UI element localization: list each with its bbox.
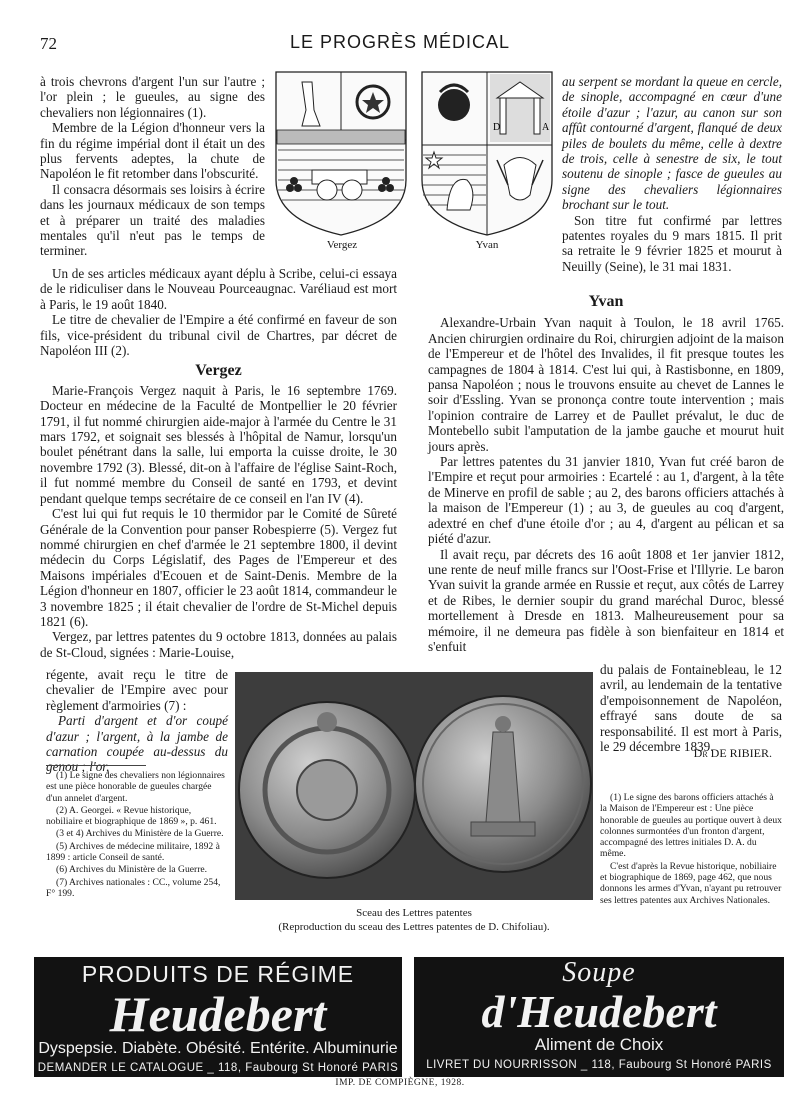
medal-image <box>235 672 593 900</box>
left-column-narrow <box>46 667 228 775</box>
section-title-vergez: Vergez <box>195 362 242 380</box>
advertisement-heudebert-soupe <box>414 957 784 1077</box>
paragraph: à trois chevrons d'argent l'un sur l'autre ; l'or plein ; le gueules, au signe des chevaliers non légionnaires (1). <box>40 74 265 120</box>
paragraph: Il avait reçu, par décrets des 16 août 1808 et 1er janvier 1812, une rente de neuf mille francs sur l'Oost-Frise et l'Illyrie. Le baron Yvan suivit la grande armée en Russie et reçut, aux côtés de Larrey et de Ribes, le dernier soupir du grand maréchal Duroc, blessé mortellement à Dresde en 1813. Malheureusement pour sa mémoire, il ne demeura pas fidèle à son bienfaiteur en 1814 et s'enfuit <box>428 546 784 654</box>
footnote: C'est d'après la Revue historique, nobiliaire et biographique de 1869, page 462, que nous donnons les armes d'Yvan, n'ayant pu retrouver ses lettres patentes aux Archives Nationales. <box>600 860 782 906</box>
paragraph: du palais de Fontainebleau, le 12 avril, au lendemain de la tentative d'empoisonnement de Napoléon, effrayé sans doute de sa responsabilité. Il est mort à Paris, le 29 décembre 1839. <box>600 662 782 755</box>
footnote: (6) Archives du Ministère de la Guerre. <box>56 864 208 876</box>
page-number: 72 <box>40 34 57 53</box>
svg-text:A: A <box>542 122 550 133</box>
footnote: (1) Le signe des barons officiers attachés à la Maison de l'Empereur est : Une pièce honorable de gueules au portique ouvert à deux colonnes surmontées d'un fronton d'argent, accompagné des lettres initiales D. A. du même. <box>600 792 782 860</box>
footnote-rule <box>46 765 146 766</box>
footnote: (7) Archives nationales : CC., volume 254, F° 199. <box>46 876 221 899</box>
seal-caption <box>235 906 593 934</box>
seal-caption-line1: Sceau des Lettres patentes <box>356 907 472 919</box>
left-column-top <box>40 74 265 259</box>
seal-photograph <box>235 672 593 900</box>
signature: Dr DE RIBIER. <box>693 746 772 760</box>
footnote: (1) Le signe des chevaliers non légionnaires est une pièce honorable de gueules chargée d'un annelet d'argent. <box>46 770 225 804</box>
footnote: (2) A. Georgei. « Revue historique, nobiliaire et biographique de 1869 », p. 461. <box>46 804 217 828</box>
paragraph: Il consacra désormais ses loisirs à écrire dans les journaux médicaux de son temps et à préparer un traité des maladies mentales qu'il n'eut pas le temps de terminer. <box>40 181 265 259</box>
left-column-wide <box>40 266 397 660</box>
paragraph: Marie-François Vergez naquit à Paris, le 16 septembre 1769. Docteur en médecine de la Faculté de Montpellier le 20 février 1791, il fut nommé chirurgien aide-major à l'armée du Centre le 31 mars 1792, et soignait ses blessés à l'hôpital de Namur, lorsqu'un boulet pénétrant dans la salle, lui emporta la cuisse droite, le 30 novembre 1792 (3). Blessé, dit-on à l'affaire de l'église Saint-Roch, il fut nommé membre du Conseil de santé en 1793, et devint pendant quelque temps secrétaire de ce conseil en l'an IV (4). <box>40 382 397 506</box>
paragraph: Vergez, par lettres patentes du 9 octobre 1813, données au palais de St-Cloud, signées : Marie-Louise, <box>40 629 397 660</box>
ad-brand: Heudebert <box>109 986 327 1042</box>
section-title-yvan: Yvan <box>588 293 624 310</box>
arms-caption-vergez: Vergez <box>326 239 358 251</box>
seal-caption-line2: (Reproduction du sceau des Lettres patentes de D. Chifoliau). <box>278 921 550 933</box>
paragraph: Parti d'argent et d'or coupé d'azur ; l'argent, à la jambe de carnation coupée au-dessus du genou ; l'or, <box>46 713 228 775</box>
paragraph: Le titre de chevalier de l'Empire a été confirmé en faveur de son fils, vice-président du tribunal civil de Chartres, par décret de Napoléon III (2). <box>40 312 397 359</box>
arms-caption-yvan: Yvan <box>475 239 499 251</box>
right-column-top <box>562 74 782 274</box>
footnote: (3 et 4) Archives du Ministère de la Guerre. <box>56 828 224 840</box>
paragraph: Par lettres patentes du 31 janvier 1810, Yvan fut créé baron de l'Empire et reçut pour armoiries : Ecartelé : au 1, d'argent, à la tête de Minerve en profil de sable ; au 2, des barons officiers attachés à la maison de l'Empereur (1) ; au 3, de gueules au coq d'argent, adextré en chef d'une étoile d'or ; au 4, d'argent au pélican et sa piété d'azur. <box>428 454 784 547</box>
ad-subline: Dyspepsie. Diabète. Obésité. Entérite. Albuminurie <box>38 1040 398 1057</box>
yvan-narrow <box>600 662 782 754</box>
svg-text:D: D <box>493 122 501 133</box>
left-footnotes <box>46 770 228 900</box>
paragraph: Alexandre-Urbain Yvan naquit à Toulon, le 18 avril 1765. Ancien chirurgien ordinaire du Roi, chirurgien adjoint de la maison de l'Empereur et de l'hôtel des Invalides, il fit presque toutes les campagnes de 1804 à 1814. C'est lui qui, à Rastisbonne, en 1809, pansa Napoléon ; nous le trouvons ensuite au chevet de Lannes le soir d'Essling. Yvan se prononça contre toute intervention ; mais l'opinion contraire de Larrey et de Paullet prévalut, le duc de Montebello subit l'amputation de la jambe gauche et mourut huit jours après. <box>428 315 784 454</box>
footnote: (5) Archives de médecine militaire, 1892 à 1899 : article Conseil de santé. <box>46 840 220 864</box>
imprint: IMP. DE COMPIÈGNE, 1928. <box>335 1078 465 1088</box>
advertisement-heudebert-regime <box>34 957 402 1077</box>
paragraph: régente, avait reçu le titre de chevalier de l'Empire avec pour règlement d'armoiries (7) : <box>46 667 228 713</box>
coat-of-arms-illustration <box>272 70 554 240</box>
right-footnotes <box>600 792 782 907</box>
ad-headline: PRODUITS DE RÉGIME <box>81 961 355 987</box>
ad-address: LIVRET DU NOURRISSON _ 118, Faubourg St Honoré PARIS <box>426 1059 772 1071</box>
paragraph: Membre de la Légion d'honneur vers la fin du régime impérial dont il était un des plus fervents adeptes, la chute de Napoléon le fit retomber dans l'obscurité. <box>40 120 265 182</box>
ad-brand: d'Heudebert <box>481 986 717 1037</box>
paragraph: Un de ses articles médicaux ayant déplu à Scribe, celui-ci essaya de le ridiculiser dans le Nouveau Pourceaugnac. Varéliaud est mort à Paris, le 19 août 1840. <box>40 266 397 312</box>
ad-address: DEMANDER LE CATALOGUE _ 118, Faubourg St Honoré PARIS <box>37 1062 399 1074</box>
arms-figure <box>272 70 554 255</box>
paragraph: au serpent se mordant la queue en cercle, de sinople, accompagné en cœur d'une étoile d'azur ; l'azur, au canon sur son affût contourné d'argent, flanqué de deux piles de boulets du même, celle à dextre de trois, celle à senestre de six, le tout soutenu de sinople ; fasce de gueules au signe des chevaliers légionnaires brochant sur le tout. <box>562 74 782 213</box>
paragraph: Son titre fut confirmé par lettres patentes royales du 9 mars 1815. Il prit sa retraite le 9 février 1825 et mourut à Neuilly (Seine), le 31 mai 1831. <box>562 212 782 274</box>
ad-headline: Soupe <box>562 957 636 988</box>
paragraph: C'est lui qui fut requis le 10 thermidor par le Comité de Sûreté Générale de la Convention pour panser Robespierre (5). Vergez fut nommé chirurgien en chef d'armée le 21 septembre 1800, il devint médecin du Corps Législatif, des Pages de l'Empereur et des Maisons impériales d'Ecouen et de Saint-Denis. Membre de la Légion d'honneur en 1807, officier le 23 août 1814, commandeur le 3 novembre 1825 ; il était chevalier de l'ordre de St-Michel depuis 1821 (6). <box>40 506 397 629</box>
ad-subline: Aliment de Choix <box>534 1035 664 1054</box>
journal-title: LE PROGRÈS MÉDICAL <box>289 32 511 52</box>
yvan-section <box>428 294 784 654</box>
